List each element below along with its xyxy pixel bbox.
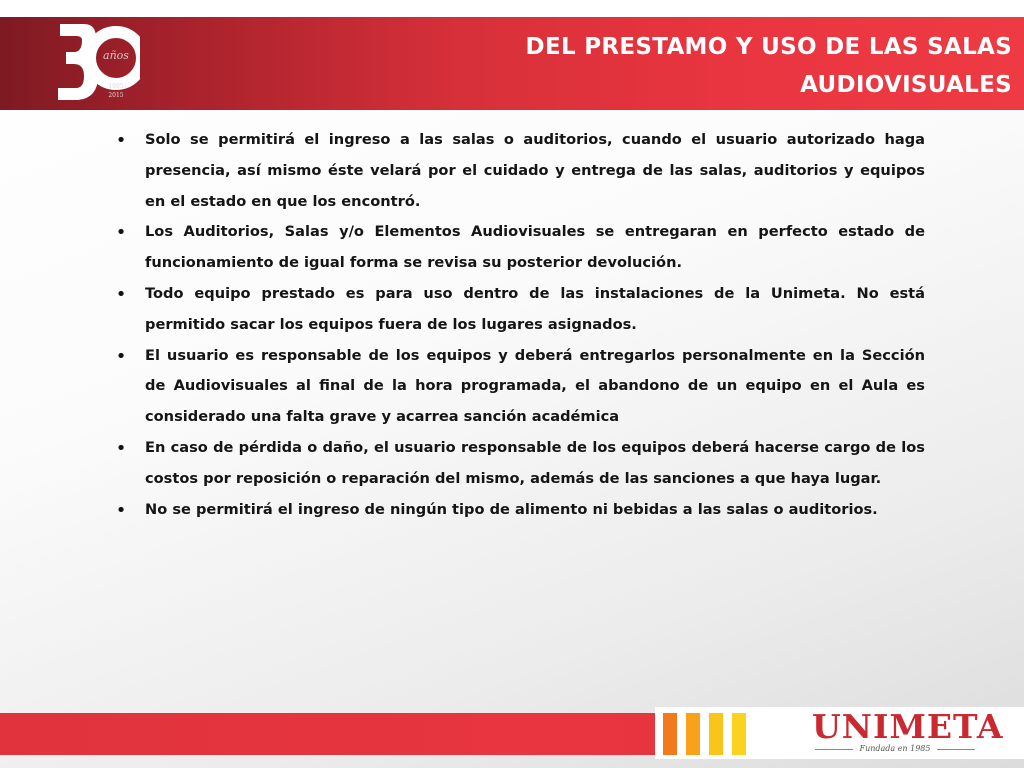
list-item-text: Los Auditorios, Salas y/o Elementos Audiovisuales se entregaran en perfecto estado de funcionamiento de igual forma se revisa su posterior devolución. xyxy=(145,223,925,272)
list-item xyxy=(115,495,925,526)
badge-year-start: 1985 xyxy=(108,83,124,90)
color-stripe-yellow xyxy=(709,713,723,755)
bullet-marker: • xyxy=(115,499,127,521)
bullet-marker: • xyxy=(115,345,127,367)
list-item-text: Solo se permitirá el ingreso a las salas o auditorios, cuando el usuario autorizado haga presencia, así mismo éste velará por el cuidado y entrega de las salas, auditorios y equipos en el estado en que los encontró. xyxy=(145,131,925,210)
color-stripe-orange xyxy=(663,713,677,755)
list-item xyxy=(115,125,925,217)
badge-year-end: 2015 xyxy=(108,92,124,99)
list-item xyxy=(115,217,925,279)
bullet-marker: • xyxy=(115,222,127,244)
list-item-text: No se permitirá el ingreso de ningún tipo de alimento ni bebidas a las salas o auditorios. xyxy=(145,500,878,518)
unimeta-tagline: Fundada en 1985 xyxy=(859,744,931,753)
logo-rule-left xyxy=(815,749,853,750)
slide-title xyxy=(392,28,1012,104)
list-item-text: El usuario es responsable de los equipos y deberá entregarlos personalmente en la Sección de Audiovisuales al final de la hora programada, el abandono de un equipo en el Aula es considerado una falta grave y acarrea sanción académica xyxy=(145,346,925,426)
logo-rule-right xyxy=(937,749,975,750)
color-stripe-amber xyxy=(686,713,700,755)
list-item xyxy=(115,279,925,341)
list-item-text: En caso de pérdida o daño, el usuario responsable de los equipos deberá hacerse cargo de los costos por reposición o reparación del mismo, además de las sanciones a que haya lugar. xyxy=(145,438,925,487)
color-stripe-light-yellow xyxy=(732,713,746,755)
badge-word: años xyxy=(103,49,129,62)
unimeta-logo: UNIMETA xyxy=(812,707,1004,746)
bullet-marker: • xyxy=(115,130,127,151)
slide-title-line2: AUDIOVISUALES xyxy=(800,72,1012,98)
anniversary-30-logo xyxy=(56,18,140,108)
slide-title-line1: DEL PRESTAMO Y USO DE LAS SALAS xyxy=(525,34,1012,60)
list-item xyxy=(115,433,925,495)
list-item-text: Todo equipo prestado es para uso dentro de las instalaciones de la Unimeta. No está permitido sacar los equipos fuera de los lugares asignados. xyxy=(145,284,925,333)
bullet-marker: • xyxy=(115,437,127,459)
bullet-marker: • xyxy=(115,283,127,305)
top-margin xyxy=(0,0,1024,17)
bullet-list xyxy=(115,125,925,525)
list-item xyxy=(115,341,925,433)
